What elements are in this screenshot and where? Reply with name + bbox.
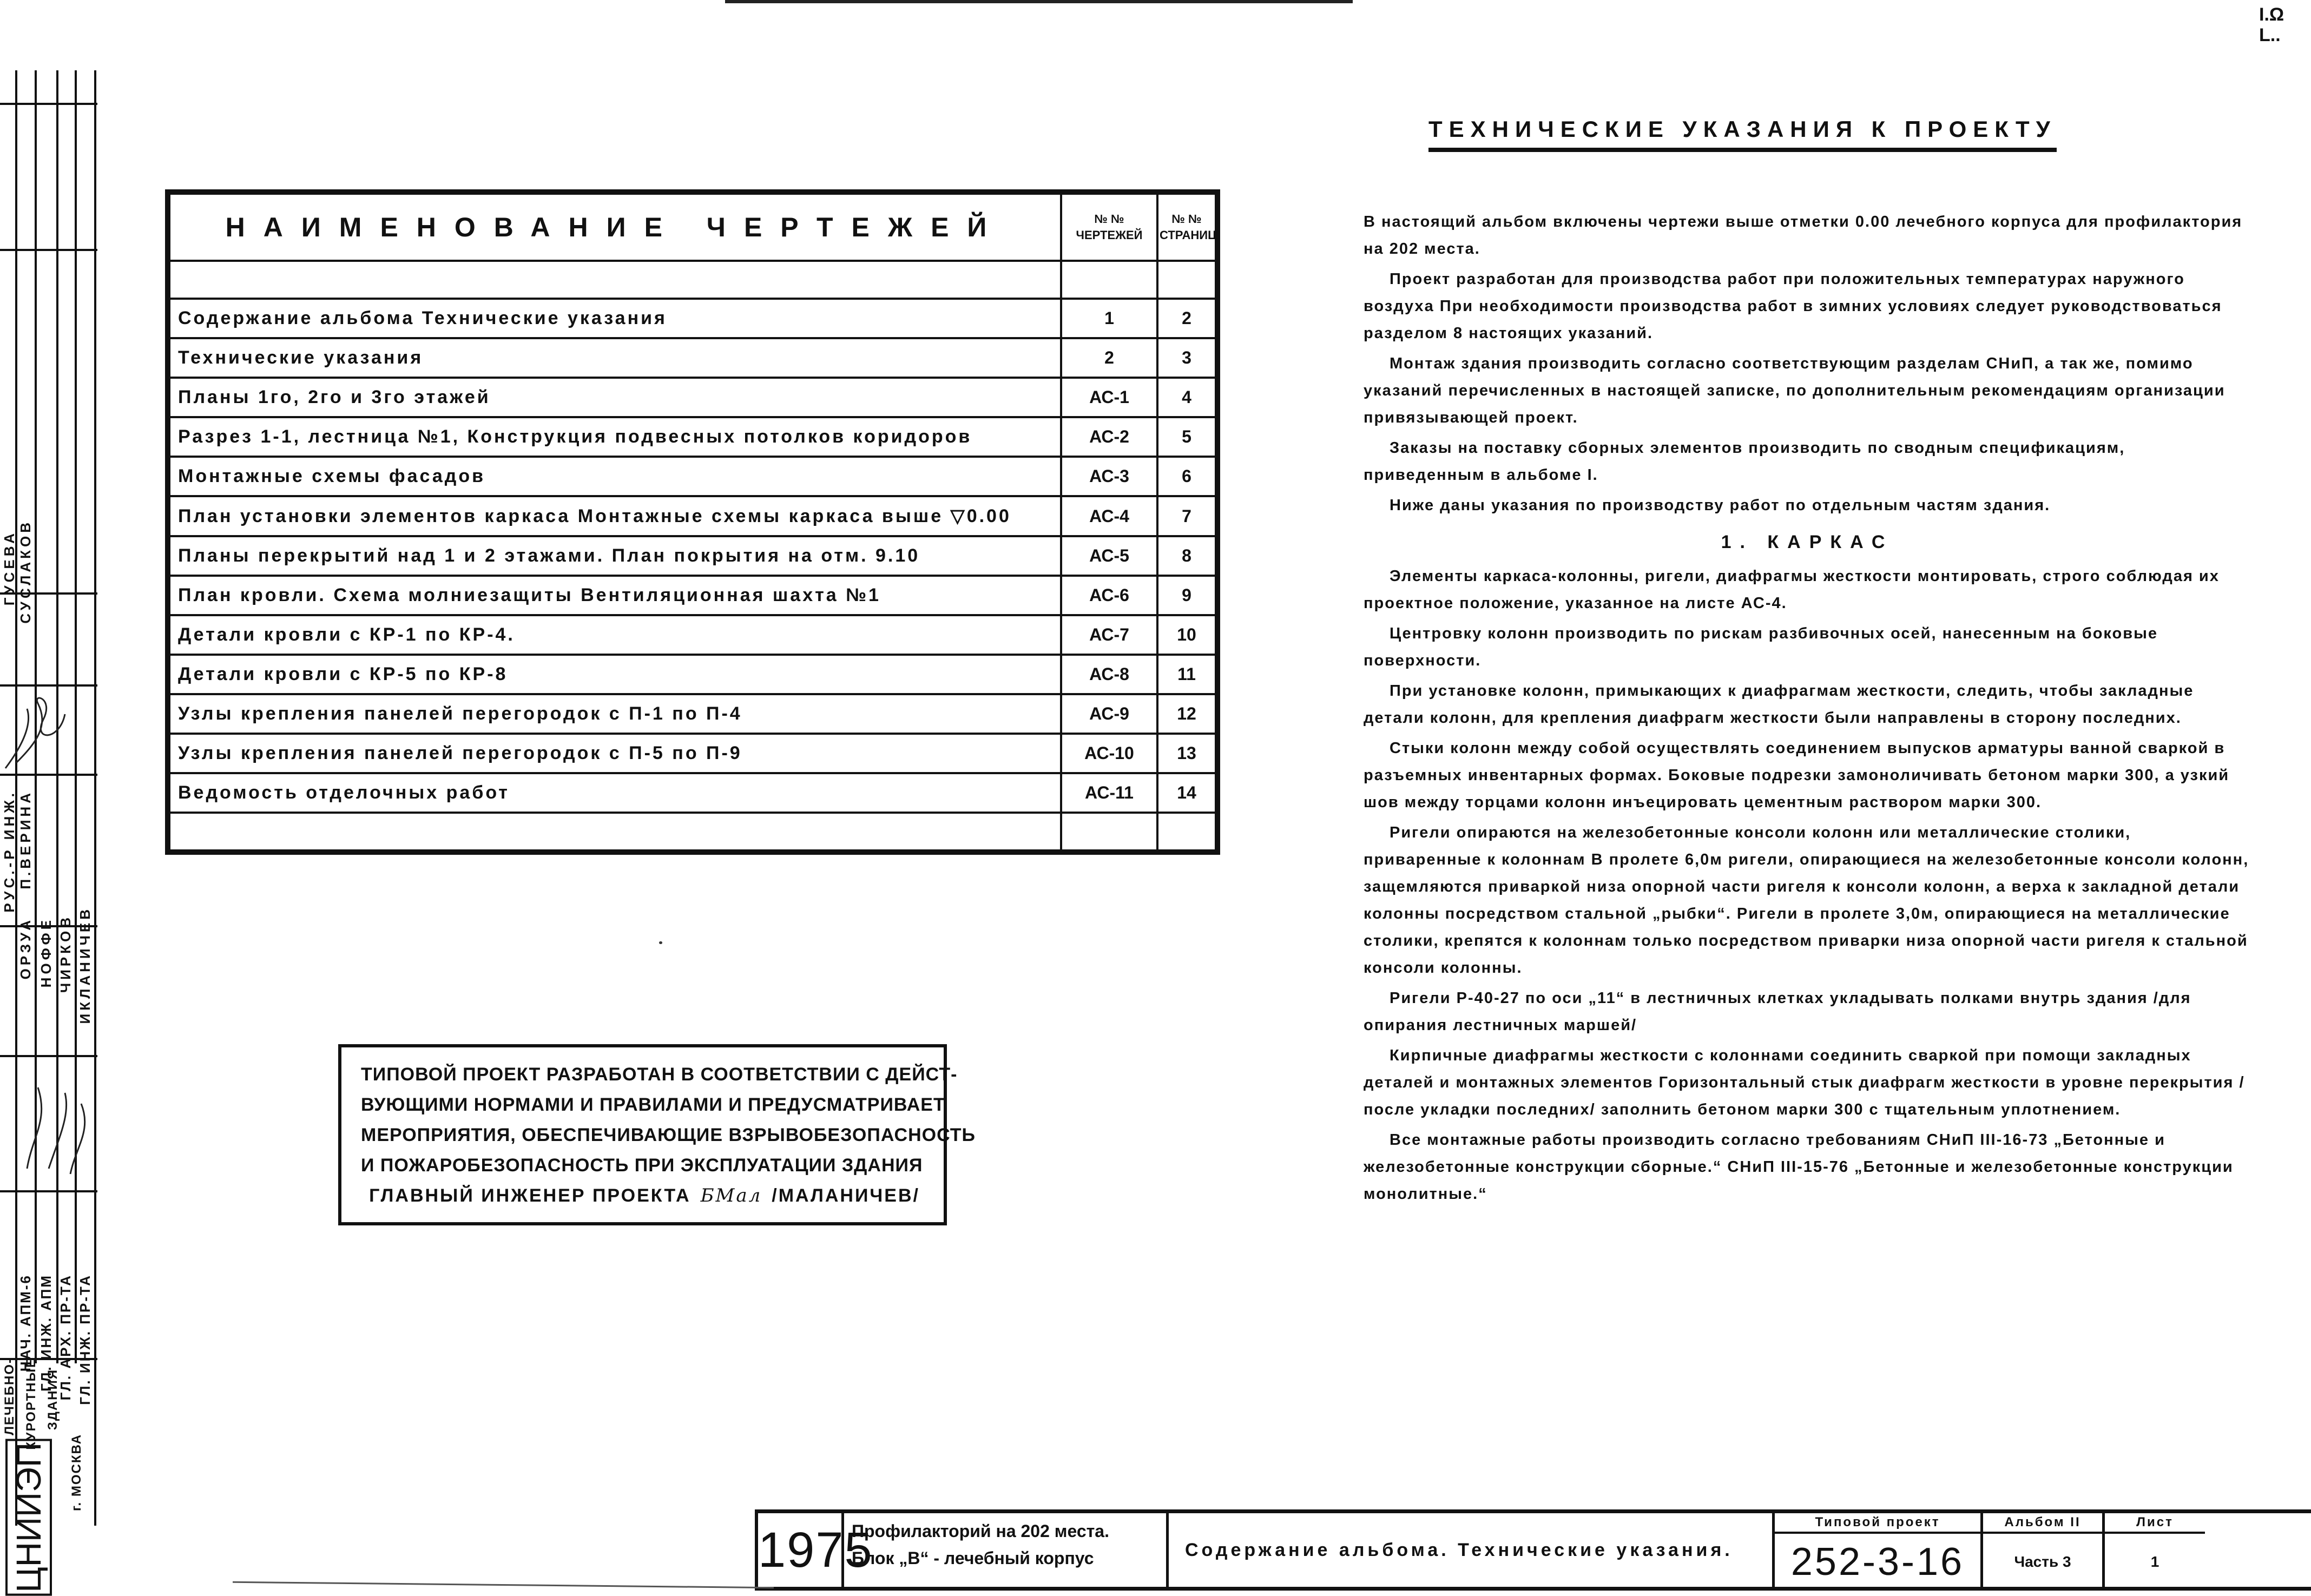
strip-name: ОРЗУА (17, 917, 34, 980)
page-number: 9 (1157, 576, 1216, 615)
strip-name: РУС.-Р ИНЖ. (1, 790, 17, 913)
notes-paragraph: Ригели Р-40-27 по оси „11“ в лестничных клетках укладывать полками внутрь здания /для опирания лестничных маршей/ (1364, 990, 2191, 1034)
header-number-label: ЧЕРТЕЖЕЙ (1076, 228, 1143, 242)
object-name (841, 1513, 1166, 1587)
signature: БМал (700, 1185, 762, 1206)
signature-scribble (16, 1071, 97, 1179)
top-border-rule (725, 0, 1353, 3)
strip-role: ГЛ. ИНЖ. ПР-ТА (77, 1274, 93, 1405)
header-page-number (1157, 194, 1216, 261)
strip-role: ГЛ. АРХ. ПР-ТА (57, 1274, 74, 1401)
drawing-code: АС-11 (1061, 773, 1157, 813)
notes-paragraph: Ригели опираются на железобетонные консоли колонн или металлические столики, приваренные к колоннам В пролете 6,0м ригели, опирающиеся на железобетонные консоли колонн, защемляются приваркой низа опорной части ригеля к консоли колонн, а верха к закладной детали колонны посредством стальной „рыбки“. Ригели в пролете 3,0м, опирающиеся на металлические столики, крепятся к колоннам только посредством приварки низа опорной части ригеля к стальной консоли колонны. (1364, 824, 2249, 977)
object-line: Профилакторий на 202 места. (852, 1521, 1109, 1541)
header-drawing-number (1061, 194, 1157, 261)
corner-mark: Ι.Ω L.. (2259, 4, 2284, 45)
signature-line (361, 1180, 924, 1211)
notes-paragraph: При установке колонн, примыкающих к диафрагмам жесткости, следить, чтобы закладные детали колонн, для крепления диафрагм жесткости были направлены в сторону последних. (1364, 682, 2194, 727)
table-row (169, 694, 1216, 734)
drawing-name: План установки элементов каркаса Монтажные схемы каркаса выше ▽0.00 (169, 496, 1061, 537)
strip-divider (0, 103, 97, 105)
left-stamp-strip (0, 70, 97, 1593)
table-row (169, 299, 1216, 338)
album-part: Часть 3 (2014, 1553, 2071, 1570)
notes-paragraph: Стыки колонн между собой осуществлять соединением выпусков арматуры ванной сваркой в разъемных инвентарных формах. Боковые подрезки замоноличивать бетоном марки 300, а узкий шов между торцами колонн инъецировать цементным раствором марки 300. (1364, 740, 2230, 811)
notes-paragraph: Кирпичные диафрагмы жесткости с колоннами соединить сваркой при помощи закладных деталей и монтажных элементов Горизонтальный стык диафрагм жесткости в уровне перекрытия /после укладки последних/ заполнить бетоном марки 300 с тщательным уплотнением. (1364, 1047, 2245, 1118)
project-cell (1772, 1513, 1980, 1587)
title-block (755, 1509, 2311, 1591)
notes-paragraph: Заказы на поставку сборных элементов производить по сводным спецификациям, приведенным в альбоме I. (1364, 439, 2125, 484)
page-number: 13 (1157, 734, 1216, 773)
drawing-code: АС-5 (1061, 536, 1157, 576)
sheet-cell (2102, 1513, 2205, 1587)
sheet-title: Содержание альбома. Технические указания. (1166, 1513, 1772, 1587)
table-row (169, 773, 1216, 813)
strip-divider (0, 1055, 97, 1057)
drawing-code: АС-7 (1061, 615, 1157, 655)
compliance-line: И ПОЖАРОБЕЗОПАСНОСТЬ ПРИ ЭКСПЛУАТАЦИИ ЗДАНИЯ (361, 1155, 923, 1176)
signer-role: ГЛАВНЫЙ ИНЖЕНЕР ПРОЕКТА (369, 1185, 691, 1206)
drawing-code: АС-1 (1061, 378, 1157, 417)
margin-line (233, 1581, 774, 1588)
album-label: Альбом II (1983, 1513, 2102, 1534)
strip-name: СУСЛАКОВ (17, 519, 34, 624)
project-label: Типовой проект (1775, 1513, 1980, 1534)
header-number-sign: № № (1171, 212, 1202, 226)
table-header-row (169, 194, 1216, 261)
strip-name: ИКЛАНИЧЕВ (77, 906, 93, 1024)
compliance-line: МЕРОПРИЯТИЯ, ОБЕСПЕЧИВАЮЩИЕ ВЗРЫВОБЕЗОПАСНОСТЬ (361, 1125, 976, 1145)
notes-paragraph: Все монтажные работы производить согласно требованиям СНиП III-16-73 „Бетонные и железобетонные конструкции сборные.“ СНиП III-15-76 „Бетонные и железобетонные конструкции монолитные.“ (1364, 1131, 2234, 1203)
org-line: КУРОРТНЫЕ (24, 1358, 38, 1450)
page-number: 5 (1157, 417, 1216, 457)
drawing-name: Ведомость отделочных работ (169, 773, 1061, 813)
strip-name: НОФФЕ (38, 917, 54, 988)
header-number-sign: № № (1094, 212, 1124, 226)
notes-paragraph: Проект разработан для производства работ при положительных температурах наружного воздуха При необходимости производства работ в зимних условиях следует руководствоваться разделом 8 настоящих указаний. (1364, 271, 2222, 342)
org-line: ЗДАНИЯ (45, 1369, 60, 1430)
header-drawing-name: НАИМЕНОВАНИЕ ЧЕРТЕЖЕЙ (169, 194, 1061, 261)
strip-divider (0, 1190, 97, 1192)
signature-scribble (0, 693, 97, 774)
strip-name: П.ВЕРИНА (17, 790, 34, 889)
drawing-name: Содержание альбома Технические указания (169, 299, 1061, 338)
table-row (169, 457, 1216, 496)
strip-divider (94, 70, 96, 1526)
drawing-code: АС-8 (1061, 655, 1157, 694)
section-heading: 1. КАРКАС (1721, 532, 1894, 552)
drawing-name: Планы 1го, 2го и 3го этажей (169, 378, 1061, 417)
drawing-name: Узлы крепления панелей перегородок с П-1 по П-4 (169, 694, 1061, 734)
page-number: 2 (1157, 299, 1216, 338)
speck (659, 941, 662, 944)
strip-divider (0, 684, 97, 687)
drawing-code: АС-6 (1061, 576, 1157, 615)
notes-paragraph: Монтаж здания производить согласно соответствующим разделам СНиП, а так же, помимо указаний перечисленных в настоящей записке, по дополнительным рекомендациям организации привязывающей проект. (1364, 355, 2226, 426)
drawing-name: Планы перекрытий над 1 и 2 этажами. План покрытия на отм. 9.10 (169, 536, 1061, 576)
strip-divider (0, 774, 97, 776)
drawing-code: АС-2 (1061, 417, 1157, 457)
compliance-line: ВУЮЩИМИ НОРМАМИ И ПРАВИЛАМИ И ПРЕДУСМАТРИВАЕТ (361, 1094, 945, 1115)
strip-name: ГУСЕВА (1, 530, 17, 606)
page-number: 14 (1157, 773, 1216, 813)
drawing-name: Разрез 1-1, лестница №1, Конструкция подвесных потолков коридоров (169, 417, 1061, 457)
page-number: 6 (1157, 457, 1216, 496)
page-number: 10 (1157, 615, 1216, 655)
drawing-name: Технические указания (169, 338, 1061, 378)
technical-notes (1364, 208, 2251, 1211)
table-row (169, 536, 1216, 576)
table-row (169, 734, 1216, 773)
table-row (169, 496, 1216, 537)
table-row (169, 417, 1216, 457)
year: 1975 (755, 1513, 841, 1587)
compliance-statement-box (338, 1044, 976, 1225)
drawing-name: Детали кровли с КР-5 по КР-8 (169, 655, 1061, 694)
compliance-line: ТИПОВОЙ ПРОЕКТ РАЗРАБОТАН В СООТВЕТСТВИИ С ДЕЙСТ- (361, 1064, 958, 1085)
header-number-label: СТРАНИЦ (1160, 228, 1217, 242)
page-number: 11 (1157, 655, 1216, 694)
org-line: ЛЕЧЕБНО- (2, 1358, 17, 1435)
drawing-name: Детали кровли с КР-1 по КР-4. (169, 615, 1061, 655)
notes-paragraph: Ниже даны указания по производству работ по отдельным частям здания. (1390, 497, 2051, 514)
signer-name: /МАЛАНИЧЕВ/ (772, 1185, 920, 1206)
project-number: 252-3-16 (1790, 1540, 1965, 1584)
object-line: Блок „В“ - лечебный корпус (852, 1548, 1094, 1568)
drawing-code: АС-3 (1061, 457, 1157, 496)
table-row (169, 655, 1216, 694)
page-number: 12 (1157, 694, 1216, 734)
page-number: 3 (1157, 338, 1216, 378)
notes-title: ТЕХНИЧЕСКИЕ УКАЗАНИЯ К ПРОЕКТУ (1428, 116, 2057, 152)
strip-name: ЧИРКОВ (57, 914, 74, 993)
strip-role: НАЧ. АПМ-6 (17, 1274, 34, 1372)
sheet-label: Лист (2105, 1513, 2205, 1534)
page-number: 8 (1157, 536, 1216, 576)
table-row (169, 378, 1216, 417)
drawing-code: АС-9 (1061, 694, 1157, 734)
drawing-name: Монтажные схемы фасадов (169, 457, 1061, 496)
drawing-name: План кровли. Схема молниезащиты Вентиляционная шахта №1 (169, 576, 1061, 615)
drawing-code: АС-10 (1061, 734, 1157, 773)
drawing-code: 2 (1061, 338, 1157, 378)
notes-paragraph: Центровку колонн производить по рискам разбивочных осей, нанесенным на боковые поверхности. (1364, 625, 2158, 669)
sheet-number: 1 (2150, 1553, 2159, 1570)
table-row (169, 576, 1216, 615)
table-row-empty (169, 261, 1216, 299)
drawings-table (165, 189, 1220, 855)
strip-role: ГЛ. ИНЖ. АПМ (38, 1274, 54, 1391)
strip-divider (0, 249, 97, 251)
page-number: 7 (1157, 496, 1216, 537)
notes-paragraph: Элементы каркаса-колонны, ригели, диафрагмы жесткости монтировать, строго соблюдая их проектное положение, указанное на листе АС-4. (1364, 568, 2220, 612)
table-row-empty (169, 813, 1216, 850)
notes-paragraph: В настоящий альбом включены чертежи выше отметки 0.00 лечебного корпуса для профилактория на 202 места. (1364, 213, 2243, 258)
org-city: г. МОСКВА (69, 1434, 84, 1512)
album-cell (1980, 1513, 2102, 1587)
drawing-code: АС-4 (1061, 496, 1157, 537)
table-row (169, 338, 1216, 378)
table-row (169, 615, 1216, 655)
org-logo: ЦНИИЭП (5, 1439, 52, 1596)
drawing-code: 1 (1061, 299, 1157, 338)
page-number: 4 (1157, 378, 1216, 417)
drawing-name: Узлы крепления панелей перегородок с П-5 по П-9 (169, 734, 1061, 773)
